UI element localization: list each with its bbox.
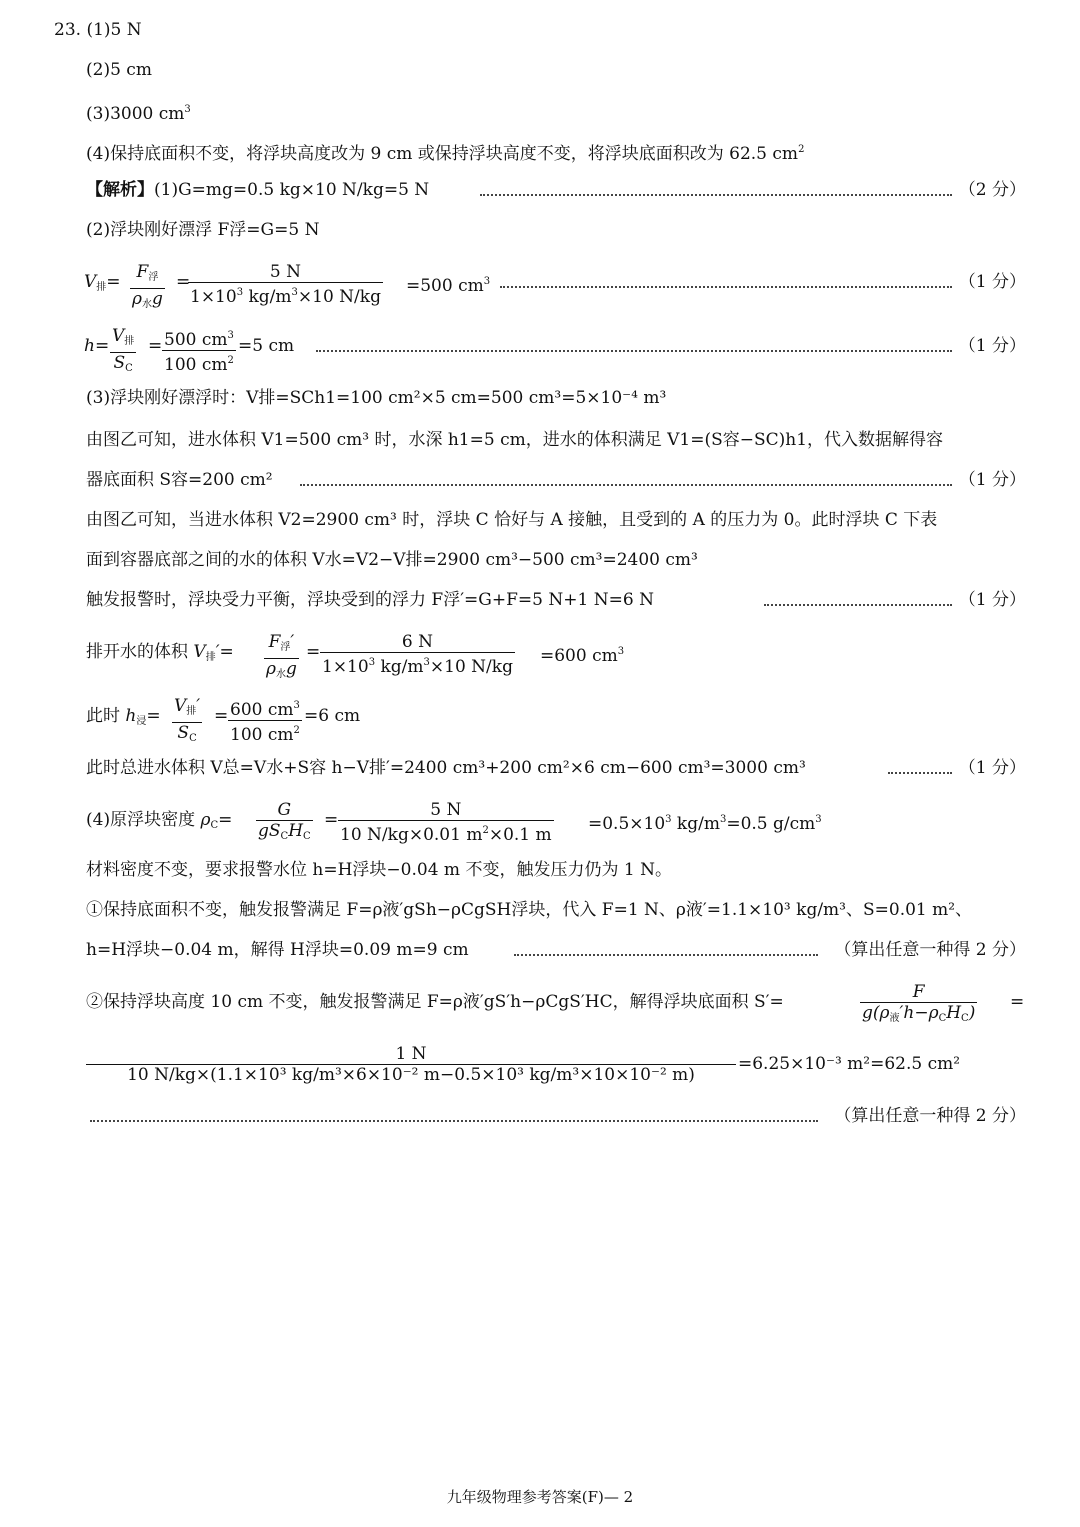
solution-line-10: 触发报警时，浮块受力平衡，浮块受到的浮力 F浮′=G+F=5 N+1 N=6 N bbox=[86, 590, 654, 610]
result-500cm3: =500 $cm^3$ bbox=[406, 276, 491, 296]
fraction-g-over-gsh: G $gS_CH_C$ bbox=[256, 800, 313, 847]
solution-line-9: 面到容器底部之间的水的体积 V水=V2−V排=2900 cm³−500 cm³=2400 cm³ bbox=[86, 550, 698, 570]
solution-line-5: (3)浮块刚好漂浮时：V排=SCh1=100 cm²×5 cm=500 cm³=5×10⁻⁴ m³ bbox=[86, 388, 667, 408]
fraction-5n: $\frac{5 N}{1\times 10^3 kg/m^3\times 10 N/kg}$ bbox=[190, 262, 381, 307]
solution-line-12: 此时 $h_浸=$ bbox=[86, 706, 161, 727]
result-600cm3: =600 $cm^3$ bbox=[540, 646, 625, 666]
result-area: =6.25×10⁻³ m²=62.5 cm² bbox=[738, 1054, 961, 1074]
leader-dots bbox=[316, 350, 952, 352]
leader-dots bbox=[500, 286, 952, 288]
solution-line-2: (2)浮块刚好漂浮 F浮=G=5 N bbox=[86, 220, 320, 240]
equals-sign: = bbox=[214, 706, 229, 726]
leader-dots bbox=[514, 954, 818, 956]
answer-1: 23. (1)5 N bbox=[54, 20, 142, 40]
solution-line-1: 【解析】(1)G=mg=0.5 kg×10 N/kg=5 N bbox=[86, 180, 430, 200]
equals-sign: = bbox=[148, 336, 163, 356]
score-7: （算出任意一种得 2 分） bbox=[834, 940, 1026, 960]
result-6cm: =6 cm bbox=[304, 706, 361, 726]
fraction-f-prime: $F_浮'$ $\rho_水g$ bbox=[264, 632, 299, 685]
fraction-500-over-100: $\frac{500 cm^3}{100 cm^2}$ bbox=[164, 330, 234, 375]
h-label: h= bbox=[84, 336, 110, 356]
leader-dots bbox=[480, 194, 952, 196]
solution-line-8: 由图乙可知，当进水体积 V2=2900 cm³ 时，浮块 C 恰好与 A 接触，且受到的 A 的压力为 0。此时浮块 C 下表 bbox=[86, 510, 938, 530]
solution-line-14: (4)原浮块密度 $\rho_C=$ bbox=[86, 810, 233, 831]
fraction-final: $\frac{1 N}{\text{10 N/kg×(1.1×10³ kg/m³×6×10⁻² m−0.5×10³ kg/m³×10×10⁻² m)}}$ bbox=[86, 1044, 736, 1085]
score-8: （算出任意一种得 2 分） bbox=[834, 1106, 1026, 1126]
solution-line-16: ①保持底面积不变，触发报警满足 F=ρ液′gSh−ρCgSH浮块，代入 F=1 N、ρ液′=1.1×10³ kg/m³、S=0.01 m²、 bbox=[86, 900, 973, 920]
solution-line-6: 由图乙可知，进水体积 V1=500 cm³ 时，水深 h1=5 cm，进水的体积满足 V1=(S容−SC)h1，代入数据解得容 bbox=[86, 430, 944, 450]
v-displaced-label: $V_排=$ bbox=[84, 272, 121, 293]
score-5: （1 分） bbox=[958, 590, 1026, 610]
fraction-600-over-100: $\frac{600 cm^3}{100 cm^2}$ bbox=[230, 700, 300, 745]
fraction-f-over-rho-g: $F_浮$ $\rho_水g$ bbox=[130, 262, 165, 315]
score-3: （1 分） bbox=[958, 336, 1026, 356]
equals-sign: = bbox=[176, 272, 191, 292]
solution-line-18: ②保持浮块高度 10 cm 不变，触发报警满足 F=ρ液′gS′h−ρCgS′HC，解得浮块底面积 S′= bbox=[86, 992, 784, 1012]
solution-line-15: 材料密度不变，要求报警水位 h=H浮块−0.04 m 不变，触发压力仍为 1 N。 bbox=[86, 860, 672, 880]
fraction-f-over-g-rho: F $g(\rho_液'h-\rho_CH_C)$ bbox=[860, 982, 977, 1029]
page-footer: 九年级物理参考答案(F)— 2 bbox=[446, 1488, 634, 1506]
fraction-vprime-over-s: $V_排'$ $S_C$ bbox=[172, 696, 202, 749]
answer-2: (2)5 cm bbox=[86, 60, 152, 80]
leader-dots bbox=[764, 604, 952, 606]
solution-line-13: 此时总进水体积 V总=V水+S容 h−V排′=2400 cm³+200 cm²×6 cm−600 cm³=3000 cm³ bbox=[86, 758, 806, 778]
score-1: （2 分） bbox=[958, 180, 1026, 200]
result-5cm: =5 cm bbox=[238, 336, 295, 356]
answer-3: (3)3000 $cm^3$ bbox=[86, 104, 191, 124]
result-density: $=0.5\times 10^3$ $kg/m^3=0.5$ $g/cm^3$ bbox=[588, 814, 822, 834]
leader-dots bbox=[888, 772, 952, 774]
leader-dots bbox=[300, 484, 952, 486]
answer-4: (4)保持底面积不变，将浮块高度改为 9 cm 或保持浮块高度不变，将浮块底面积改为 62.5 $cm^2$ bbox=[86, 144, 805, 164]
solution-line-7: 器底面积 S容=200 cm² bbox=[86, 470, 273, 490]
score-4: （1 分） bbox=[958, 470, 1026, 490]
equals-sign: = bbox=[1010, 992, 1025, 1012]
fraction-6n: $\frac{6 N}{1\times 10^3 kg/m^3\times 10 N/kg}$ bbox=[322, 632, 513, 677]
score-2: （1 分） bbox=[958, 272, 1026, 292]
solution-line-17: h=H浮块−0.04 m，解得 H浮块=0.09 m=9 cm bbox=[86, 940, 469, 960]
leader-dots bbox=[90, 1120, 818, 1122]
fraction-5n-density: $\frac{5 N}{10 N/kg\times 0.01 m^2\times 0.1 m}$ bbox=[340, 800, 552, 845]
equals-sign: = bbox=[306, 642, 321, 662]
solution-tag: 【解析】 bbox=[86, 180, 154, 200]
score-6: （1 分） bbox=[958, 758, 1026, 778]
fraction-v-over-s: $V_排$ $S_C$ bbox=[110, 326, 136, 379]
solution-line-11: 排开水的体积 $V_排'=$ bbox=[86, 642, 234, 663]
equals-sign: = bbox=[324, 810, 339, 830]
